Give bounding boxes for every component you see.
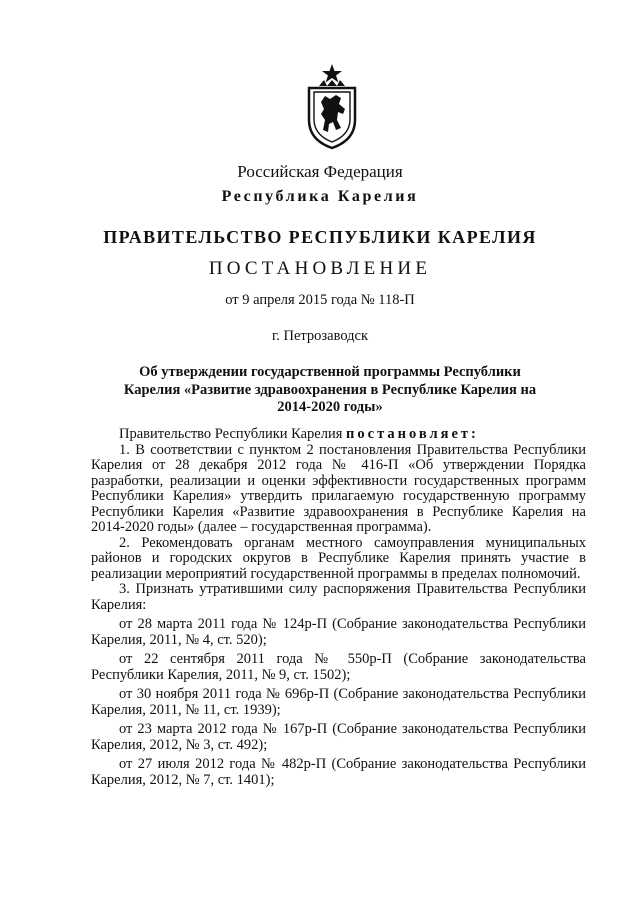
- document-subject: Об утверждении государственной программы Республики Карелия «Развитие здравоохранения в Республике Карелия на 2014-2020 годы»: [123, 364, 537, 415]
- repealed-item-2: от 22 сентября 2011 года № 550р-П (Собрание законодательства Республики Карелия, 2011, № 9, ст. 1502);: [91, 651, 586, 683]
- document-date: от 9 апреля 2015 года № 118-П: [225, 292, 415, 308]
- document-body: [91, 427, 586, 788]
- preamble-lead: Правительство Республики Карелия: [119, 426, 347, 442]
- paragraph-1: 1. В соответствии с пунктом 2 постановления Правительства Республики Карелия от 28 декабря 2012 года № 416-П «Об утверждении Порядка разработки, реализации и оценки эффективности государственных программ Республики Карелия» утвердить прилагаемую государственную программу Республики Карелия «Развитие здравоохранения в Республике Карелия на 2014-2020 годы» (далее – государственная программа).: [91, 441, 586, 535]
- repealed-item-1: от 28 марта 2011 года № 124р-П (Собрание законодательства Республики Карелия, 2011, № 4, ст. 520);: [91, 616, 586, 648]
- preamble: [91, 427, 586, 443]
- document-type: ПОСТАНОВЛЕНИЕ: [208, 258, 432, 279]
- republic-title: Республика Карелия: [221, 188, 419, 205]
- government-title: ПРАВИТЕЛЬСТВО РЕСПУБЛИКИ КАРЕЛИЯ: [103, 227, 537, 247]
- paragraph-3: 3. Признать утратившими силу распоряжения Правительства Республики Карелия:: [91, 581, 586, 613]
- repealed-item-5: от 27 июля 2012 года № 482р-П (Собрание законодательства Республики Карелия, 2012, № 7, ст. 1401);: [91, 756, 586, 788]
- federation-title: Российская Федерация: [237, 162, 403, 181]
- karelia-coat-of-arms-icon: [303, 62, 361, 150]
- document-city: г. Петрозаводск: [271, 328, 369, 344]
- preamble-emphasis: постановляет:: [346, 426, 479, 442]
- paragraph-2: 2. Рекомендовать органам местного самоуправления муниципальных районов и городских округов в Республике Карелия принять участие в реализации мероприятий государственной программы в пределах полномочий.: [91, 534, 586, 582]
- repealed-item-4: от 23 марта 2012 года № 167р-П (Собрание законодательства Республики Карелия, 2012, № 3, ст. 492);: [91, 721, 586, 753]
- repealed-item-3: от 30 ноября 2011 года № 696р-П (Собрание законодательства Республики Карелия, 2011, № 11, ст. 1939);: [91, 686, 586, 718]
